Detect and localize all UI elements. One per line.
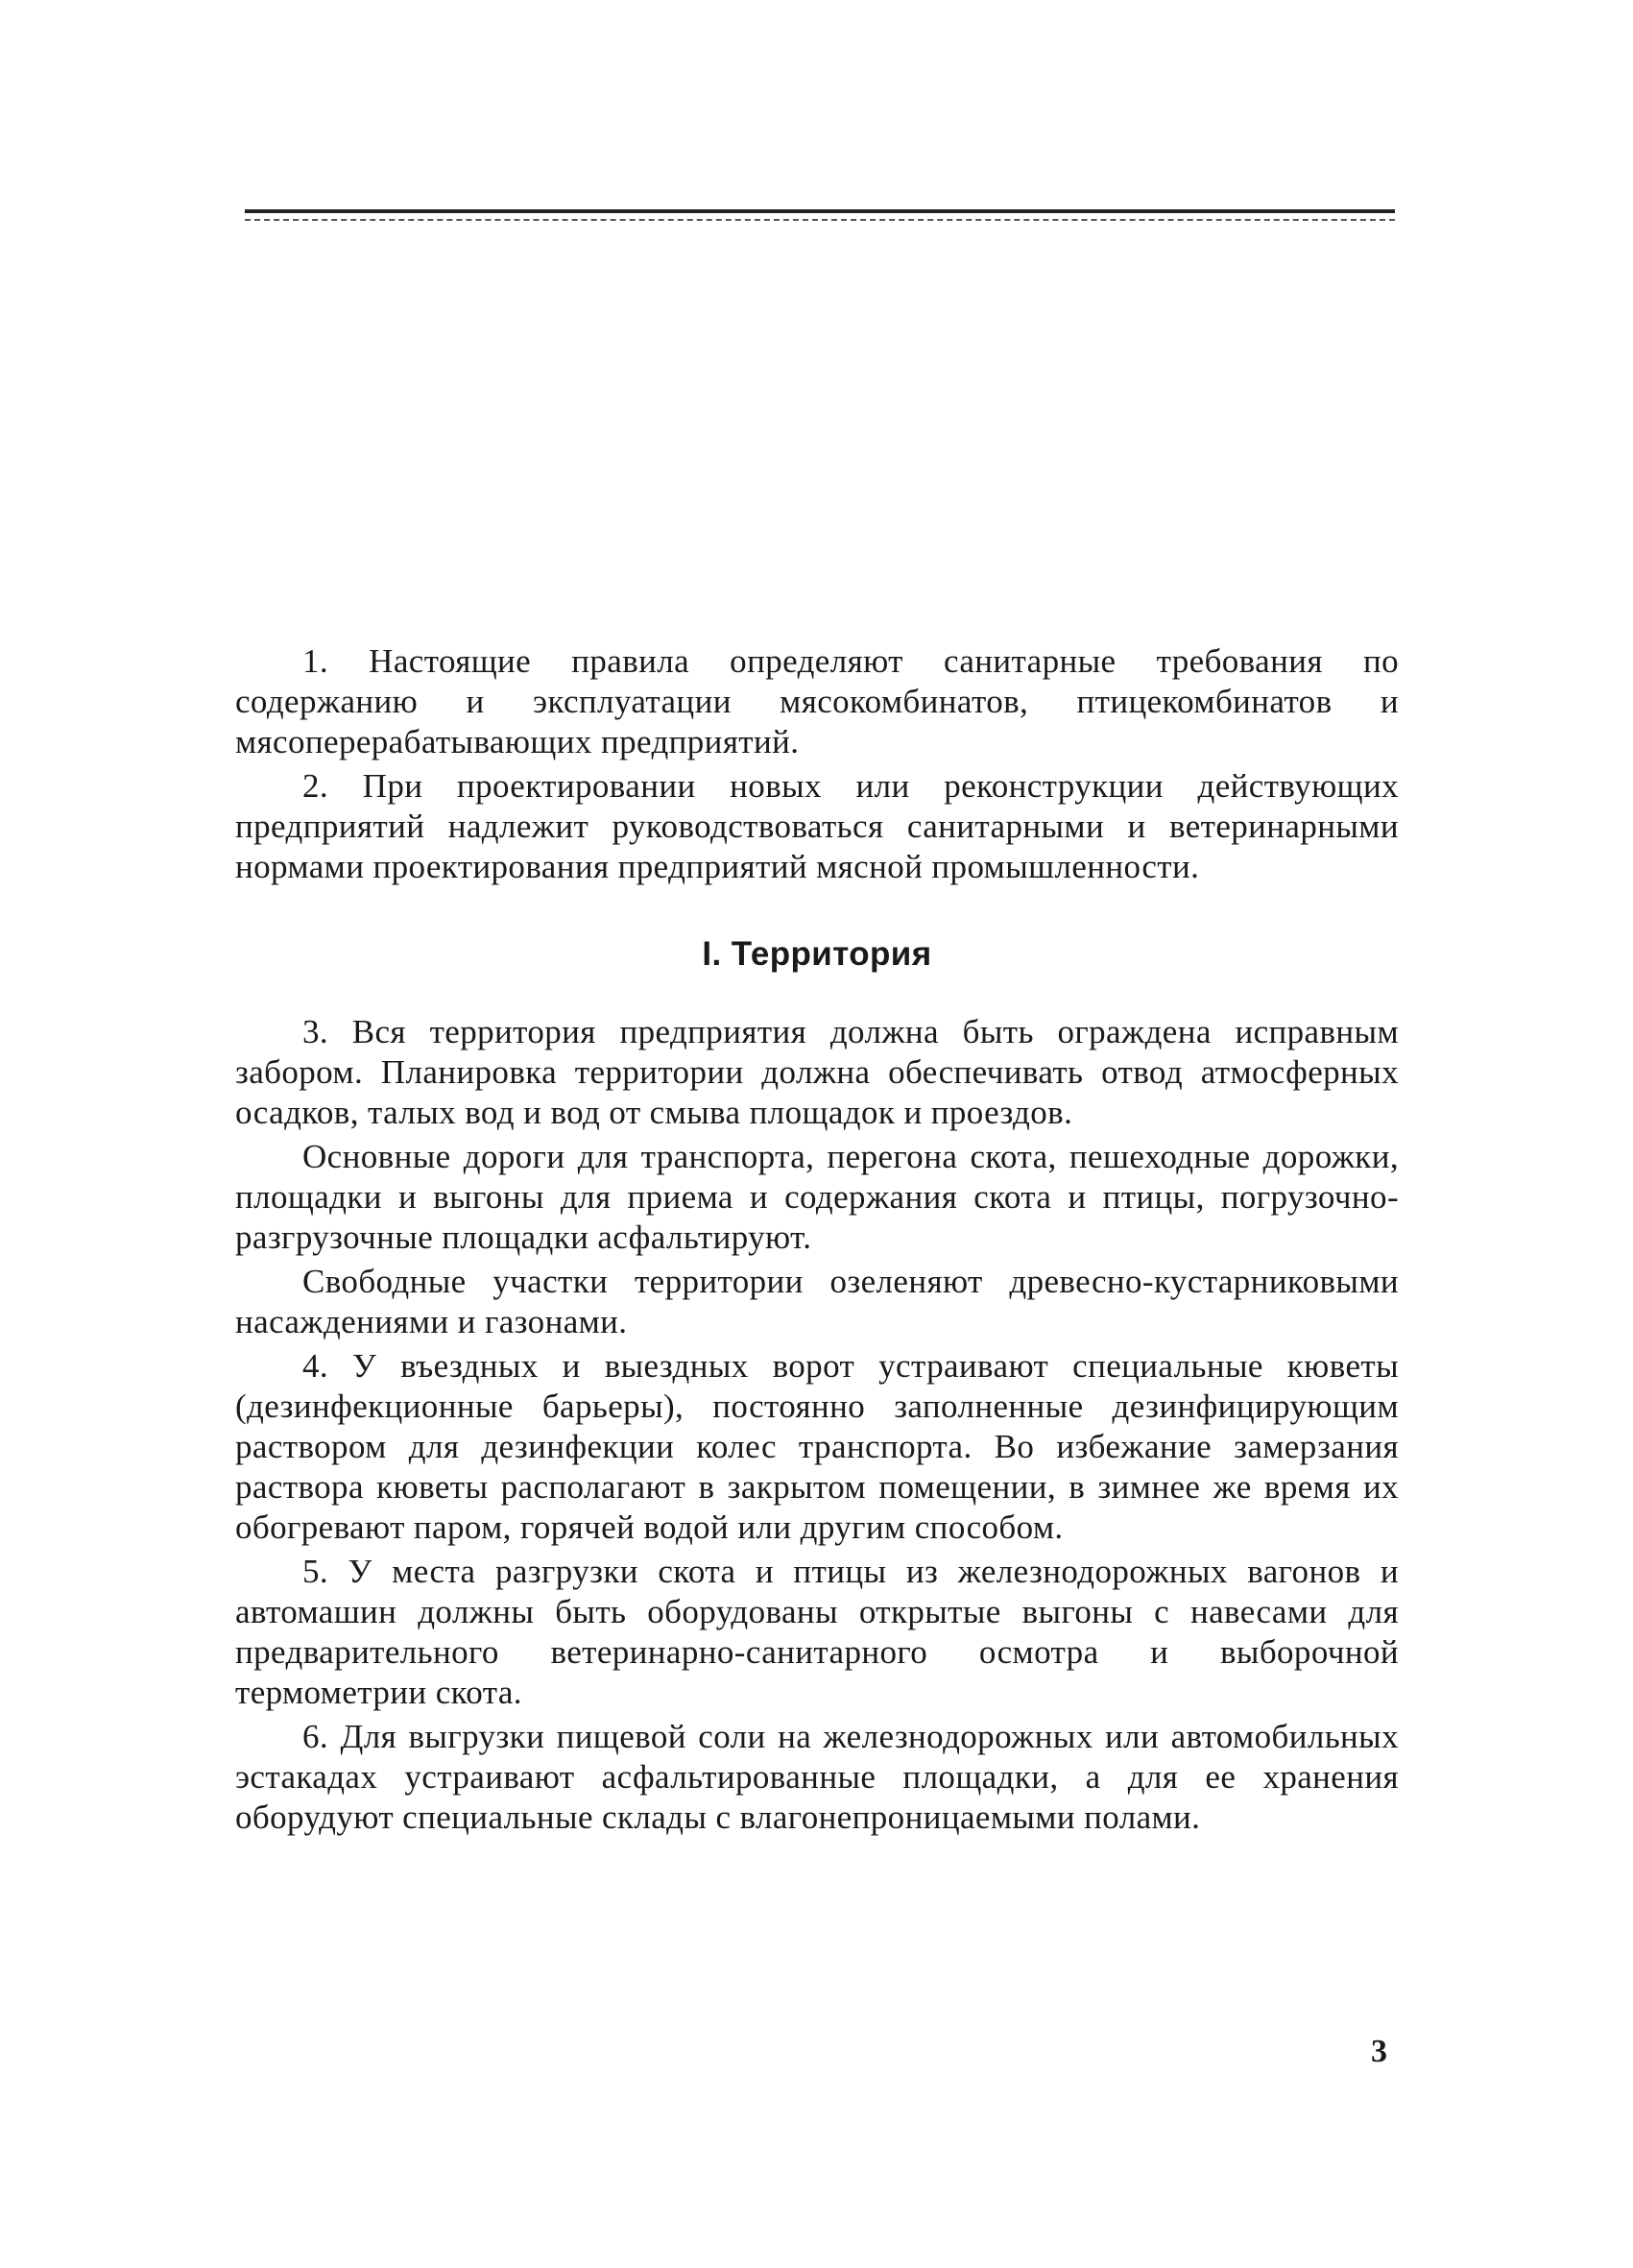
paragraph-6: 6. Для выгрузки пищевой соли на железнодорожных или автомобильных эстакадах устраивают асфальтированные площадки, а для ее хранения оборудуют специальные склады с влагонепроницаемыми полами. [235,1718,1399,1836]
section-heading: I. Территория [702,935,932,973]
page-body [235,641,1399,1838]
paragraph-5: 5. У места разгрузки скота и птицы из железнодорожных вагонов и автомашин должны быть оборудованы открытые выгоны с навесами для предварительного ветеринарно-санитарного осмотра и выборочной термометрии скота. [235,1553,1399,1711]
page-number: 3 [1371,2034,1387,2069]
top-rule-secondary [245,219,1395,221]
paragraph-roads: Основные дороги для транспорта, перегона скота, пешеходные дорожки, площадки и выгоны для приема и содержания скота и птицы, погрузочно-разгрузочные площадки асфальтируют. [235,1138,1399,1256]
paragraph-2: 2. При проектировании новых или реконструкции действующих предприятий надлежит руководствоваться санитарными и ветеринарными нормами проектирования предприятий мясной промышленности. [235,767,1399,885]
top-rule [245,209,1395,213]
paragraph-3: 3. Вся территория предприятия должна быть ограждена исправным забором. Планировка территории должна обеспечивать отвод атмосферных осадков, талых вод и вод от смыва площадок и проездов. [235,1013,1399,1131]
paragraph-4: 4. У въездных и выездных ворот устраивают специальные кюветы (дезинфекционные барьеры), постоянно заполненные дезинфицирующим раствором для дезинфекции колес транспорта. Во избежание замерзания раствора кюветы располагают в закрытом помещении, в зимнее же время их обогревают паром, горячей водой или другим способом. [235,1347,1399,1546]
paragraph-greenery: Свободные участки территории озеленяют древесно-кустарниковыми насаждениями и газонами. [235,1263,1399,1340]
paragraph-1: 1. Настоящие правила определяют санитарные требования по содержанию и эксплуатации мясокомбинатов, птицекомбинатов и мясоперерабатывающих предприятий. [235,642,1399,760]
